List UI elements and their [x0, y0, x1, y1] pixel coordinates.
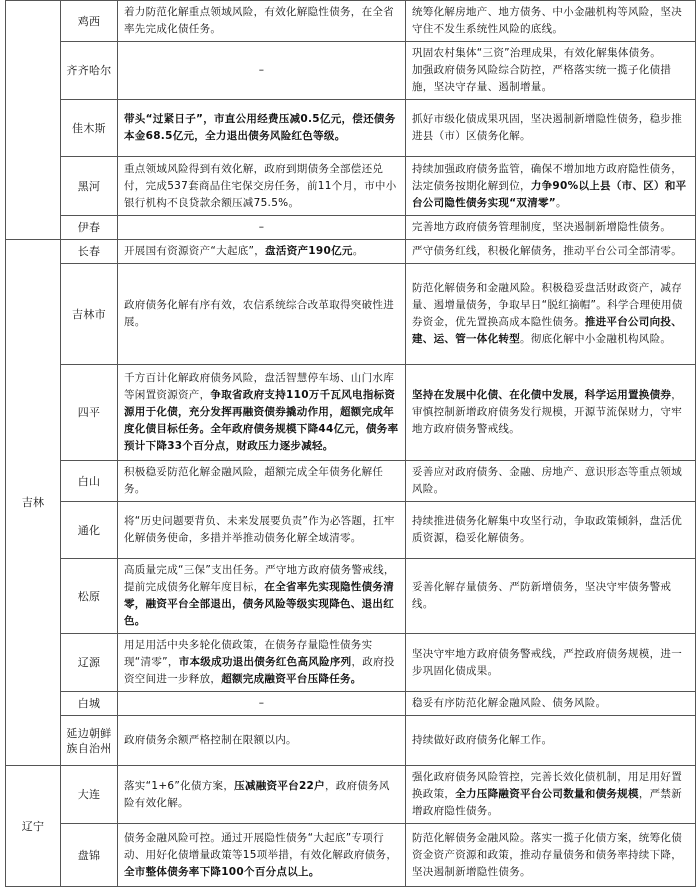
text-segment: 开展国有资源资产“大起底”， [124, 245, 266, 257]
table-row [6, 216, 696, 240]
table-row [6, 1, 696, 42]
text-segment: 防范化解债务金融风险。落实一揽子化债方案，统筹化债资金资产资源和政策，推动存量债务和债务率持续下降，坚决遏制新增隐性债务。 [412, 831, 682, 878]
text-segment: 市本级成功退出债务红色高风险序列 [178, 656, 352, 668]
text-segment: 压减融资平台22户 [234, 779, 325, 792]
text-segment: 推进平台公司向投、建、运、管一体化转型 [412, 316, 683, 345]
text-segment: 严守债务红线，积极化解债务，推动平台公司全部清零。 [412, 245, 682, 257]
text-segment: 统筹化解房地产、地方债务、中小金融机构等风险，坚决守住不发生系统性风险的底线。 [412, 6, 682, 35]
debt-resolution-table [5, 0, 696, 887]
table-row [6, 824, 696, 887]
plan-cell [406, 692, 696, 716]
text-segment: 稳妥有序防范化解金融风险、债务风险。 [412, 697, 607, 709]
text-segment: 持续加强政府债务监管，确保不增加地方政府隐性债务，法定债务按期化解到位， [412, 162, 682, 192]
text-segment: 力争90%以上县（市、区）和平台公司隐性债务实现“双清零” [412, 179, 687, 209]
text-segment: 持续做好政府债务化解工作。 [412, 734, 553, 746]
table-row [6, 634, 696, 692]
table-row [6, 766, 696, 824]
achievement-cell [118, 1, 406, 42]
text-segment: – [258, 221, 265, 233]
text-segment: 防范化解债务和金融风险。积极稳妥盘活财政资产，减存量、遏增量债务，争取早日“脱红摘帽”。科学合理使用债券资金，优先置换高成本隐性债务。 [412, 282, 683, 328]
achievement-cell [118, 824, 406, 887]
achievement-cell [118, 634, 406, 692]
text-segment: 巩固农村集体“三资”治理成果，有效化解集体债务。 [412, 47, 662, 59]
text-segment: 。彻底化解中小金融机构风险。 [520, 333, 672, 345]
achievement-cell [118, 559, 406, 634]
achievement-cell [118, 365, 406, 461]
text-segment: ，政府投资空间进一步释放， [124, 656, 395, 685]
achievement-cell [118, 216, 406, 240]
text-segment: 。 [556, 196, 567, 209]
city-cell: 通化 [61, 502, 118, 559]
text-segment: 将“历史问题要背负、未来发展要负责”作为必答题，扛牢化解债务使命，多措并举推动债务化解全域清零。 [124, 515, 395, 544]
plan-cell [406, 461, 696, 502]
text-segment: 超额完成融资平台压降任务。 [221, 673, 362, 685]
text-segment: ，严禁新增政府隐性债务。 [412, 788, 683, 817]
table-row [6, 716, 696, 766]
table-row [6, 692, 696, 716]
city-cell: 延边朝鲜族自治州 [61, 716, 118, 766]
text-segment: 盘活资产190亿元 [265, 245, 353, 257]
table-row [6, 502, 696, 559]
plan-cell [406, 240, 696, 264]
city-cell: 盘锦 [61, 824, 118, 887]
table-row [6, 264, 696, 365]
plan-cell [406, 824, 696, 887]
achievement-cell [118, 502, 406, 559]
text-segment: 重点领域风险得到有效化解，政府到期债务全部偿还兑付，完成537套商品住宅保交房任务，前11个月，市中小银行机构不良贷款余额压减75.5%。 [124, 162, 397, 209]
table-row [6, 42, 696, 100]
city-cell: 吉林市 [61, 264, 118, 365]
text-segment: 积极稳妥防范化解金融风险，超额完成全年债务化解任务。 [124, 466, 384, 495]
text-segment: 妥善化解存量债务、严防新增债务，坚决守牢债务警戒线。 [412, 581, 672, 610]
plan-cell [406, 264, 696, 365]
city-cell: 大连 [61, 766, 118, 824]
text-segment: ，政府债务风险有效化解。 [124, 779, 390, 809]
city-cell: 佳木斯 [61, 100, 118, 157]
text-segment: 千方百计化解政府债务风险，盘活智慧停车场、山门水库等闲置资源资产， [124, 372, 394, 401]
text-segment: 着力防范化解重点领域风险，有效化解隐性债务，在全省率先完成化债任务。 [124, 6, 394, 35]
table-row [6, 461, 696, 502]
text-segment: 债务金融风险可控。通过开展隐性债务“大起底”专项行动、用好化债增量政策等15项举措，有效化解政府债务， [124, 831, 398, 861]
text-segment: ，审慎控制新增政府债务发行规模，开源节流保财力，守牢地方政府债务警戒线。 [412, 389, 683, 435]
text-segment: 全力压降融资平台公司数量和债务规模 [455, 788, 639, 800]
plan-cell [406, 559, 696, 634]
table-row [6, 240, 696, 264]
plan-cell [406, 365, 696, 461]
text-segment: 带头“过紧日子”，市直公用经费压减0.5亿元，偿还债务本金68.5亿元，全力退出债务风险红色等级。 [124, 113, 396, 142]
text-segment: 用足用活中央多轮化债政策，在债务存量隐性债务实现“清零”， [124, 639, 373, 668]
text-segment: 完善地方政府债务管理制度，坚决遏制新增隐性债务。 [412, 221, 672, 233]
text-segment: 抓好市级化债成果巩固，坚决遏制新增隐性债务，稳步推进县（市）区债务化解。 [412, 113, 682, 142]
table-row [6, 365, 696, 461]
text-segment: 政府债务余额严格控制在限额以内。 [124, 734, 297, 746]
province-cell-jilin: 吉林 [6, 240, 61, 766]
plan-cell [406, 766, 696, 824]
city-cell: 白山 [61, 461, 118, 502]
achievement-cell [118, 461, 406, 502]
plan-cell [406, 157, 696, 216]
plan-cell [406, 1, 696, 42]
plan-cell [406, 634, 696, 692]
table-row [6, 100, 696, 157]
text-segment: 政府债务化解有序有效，农信系统综合改革取得突破性进展。 [124, 299, 394, 328]
achievement-cell [118, 157, 406, 216]
city-cell: 辽源 [61, 634, 118, 692]
text-segment: 争取省政府支持110万千瓦风电指标资源用于化债，充分发挥再融资债券撬动作用，超额完成年度化债目标任务。全年政府债务规模下降44亿元，债务率预计下降33个百分点，财政压力逐步减轻。 [124, 389, 399, 452]
text-segment: 。 [352, 245, 364, 257]
text-segment: 坚持在发展中化债、在化债中发展，科学运用置换债券 [412, 389, 672, 401]
text-segment: 全市整体债务率下降100个百分点以上。 [124, 865, 320, 878]
city-cell: 黑河 [61, 157, 118, 216]
plan-cell [406, 502, 696, 559]
text-segment: 妥善应对政府债务、金融、房地产、意识形态等重点领域风险。 [412, 466, 682, 495]
text-segment: 持续推进债务化解集中攻坚行动，争取政策倾斜，盘活优质资源，稳妥化解债务。 [412, 515, 682, 544]
city-cell: 四平 [61, 365, 118, 461]
city-cell: 松原 [61, 559, 118, 634]
text-segment: 加强政府债务风险综合防控，严格落实统一揽子化债措施，坚决守存量、遏制增量。 [412, 64, 672, 93]
plan-cell [406, 216, 696, 240]
achievement-cell [118, 692, 406, 716]
text-segment: 坚决守牢地方政府债务警戒线，严控政府债务规模，进一步巩固化债成果。 [412, 647, 682, 677]
plan-cell [406, 100, 696, 157]
achievement-cell [118, 240, 406, 264]
table-row [6, 559, 696, 634]
achievement-cell [118, 766, 406, 824]
city-cell: 白城 [61, 692, 118, 716]
city-cell: 鸡西 [61, 1, 118, 42]
table-row [6, 157, 696, 216]
plan-cell [406, 716, 696, 766]
text-segment: 落实“1+6”化债方案， [124, 779, 235, 792]
achievement-cell [118, 100, 406, 157]
province-cell-empty [6, 1, 61, 240]
city-cell: 长春 [61, 240, 118, 264]
achievement-cell [118, 264, 406, 365]
city-cell: 伊春 [61, 216, 118, 240]
text-segment: – [258, 64, 265, 76]
text-segment: – [258, 697, 265, 709]
text-segment: 高质量完成“三保”支出任务。严守地方政府债务警戒线，提前完成债务化解年度目标， [124, 564, 395, 593]
plan-cell [406, 42, 696, 100]
text-segment: 强化政府债务风险管控，完善长效化债机制，用足用好置换政策， [412, 771, 682, 800]
achievement-cell [118, 716, 406, 766]
city-cell: 齐齐哈尔 [61, 42, 118, 100]
text-segment: 在全省率先实现隐性债务清零，融资平台全部退出，债务风险等级实现降色、退出红色。 [124, 581, 395, 627]
achievement-cell [118, 42, 406, 100]
province-cell-liaoning: 辽宁 [6, 766, 61, 887]
